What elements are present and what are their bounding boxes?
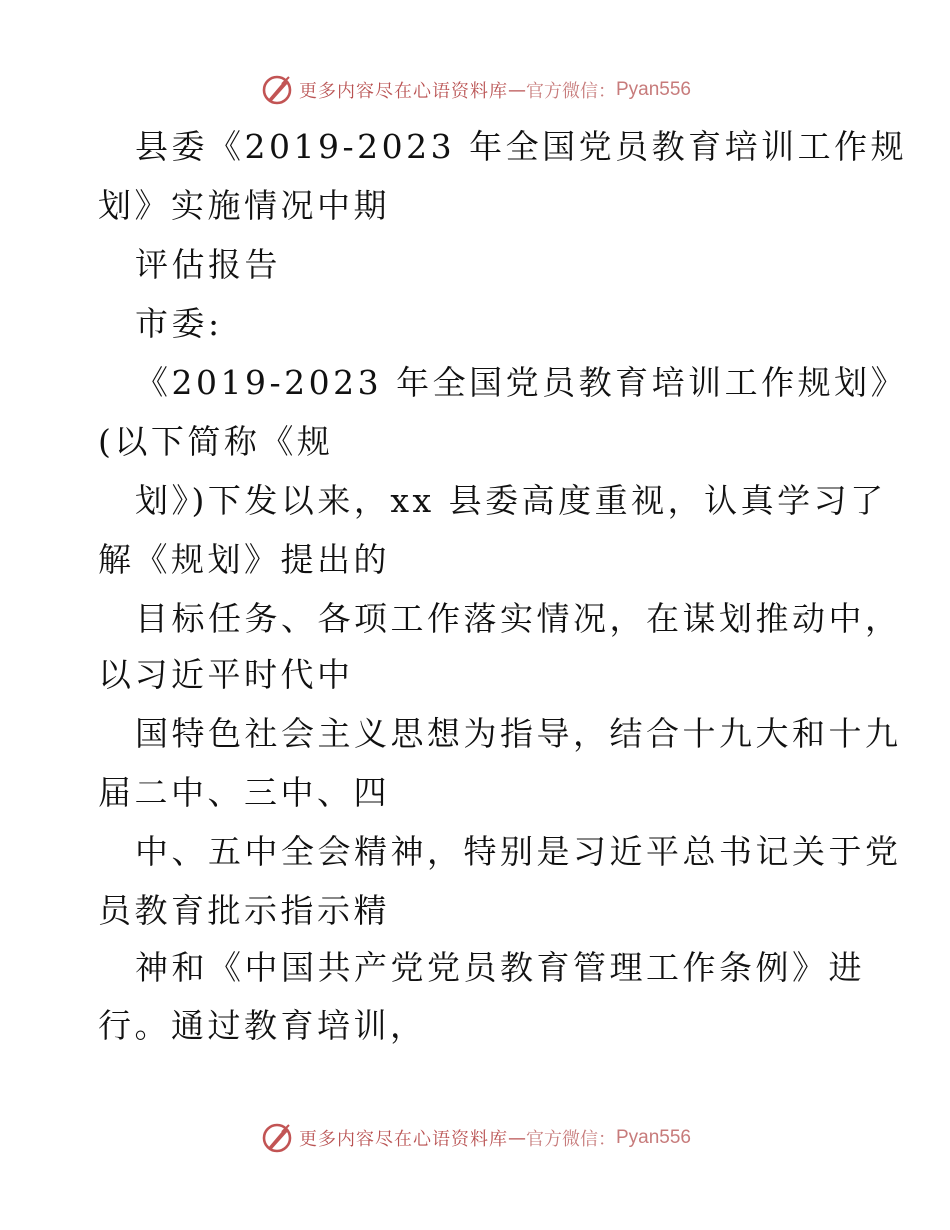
salutation: 市委: — [135, 304, 223, 343]
paragraph-line: (以下简称《规 — [98, 422, 334, 461]
paragraph-line: 届二中、三中、四 — [98, 773, 390, 812]
watermark-wechat-label: 官方微信： — [525, 81, 616, 102]
watermark-wechat-id: Pyan556 — [615, 1127, 691, 1148]
watermark-separator: — — [507, 79, 526, 101]
paragraph-line: 神和《中国共产党党员教育管理工作条例》进 — [135, 948, 865, 987]
watermark-wechat-id: Pyan556 — [615, 79, 691, 100]
document-title-line: 评估报告 — [135, 245, 281, 284]
watermark-text: 更多内容尽在心语资料库 — [298, 1129, 508, 1150]
document-title-line: 县委《2019-2023 年全国党员教育培训工作规 — [135, 127, 908, 166]
document-title-line: 划》实施情况中期 — [98, 186, 390, 225]
paragraph-line: 划》)下发以来，xx 县委高度重视，认真学习了 — [135, 481, 887, 520]
watermark-text: 更多内容尽在心语资料库 — [298, 81, 508, 102]
quill-logo-icon — [259, 72, 295, 108]
paragraph-line: 国特色社会主义思想为指导，结合十九大和十九 — [135, 714, 902, 753]
watermark-separator: — — [507, 1127, 526, 1149]
paragraph-line: 以习近平时代中 — [98, 655, 354, 694]
footer-watermark — [0, 1118, 950, 1158]
watermark-wechat-label: 官方微信： — [525, 1129, 616, 1150]
paragraph-line: 中、五中全会精神，特别是习近平总书记关于党 — [135, 832, 902, 871]
paragraph-line: 行。通过教育培训， — [98, 1006, 427, 1045]
paragraph-line: 员教育批示指示精 — [98, 891, 390, 930]
paragraph-line: 《2019-2023 年全国党员教育培训工作规划》 — [135, 363, 908, 402]
paragraph-line: 目标任务、各项工作落实情况，在谋划推动中， — [135, 599, 902, 638]
quill-logo-icon — [259, 1120, 295, 1156]
header-watermark — [0, 70, 950, 110]
paragraph-line: 解《规划》提出的 — [98, 540, 390, 579]
